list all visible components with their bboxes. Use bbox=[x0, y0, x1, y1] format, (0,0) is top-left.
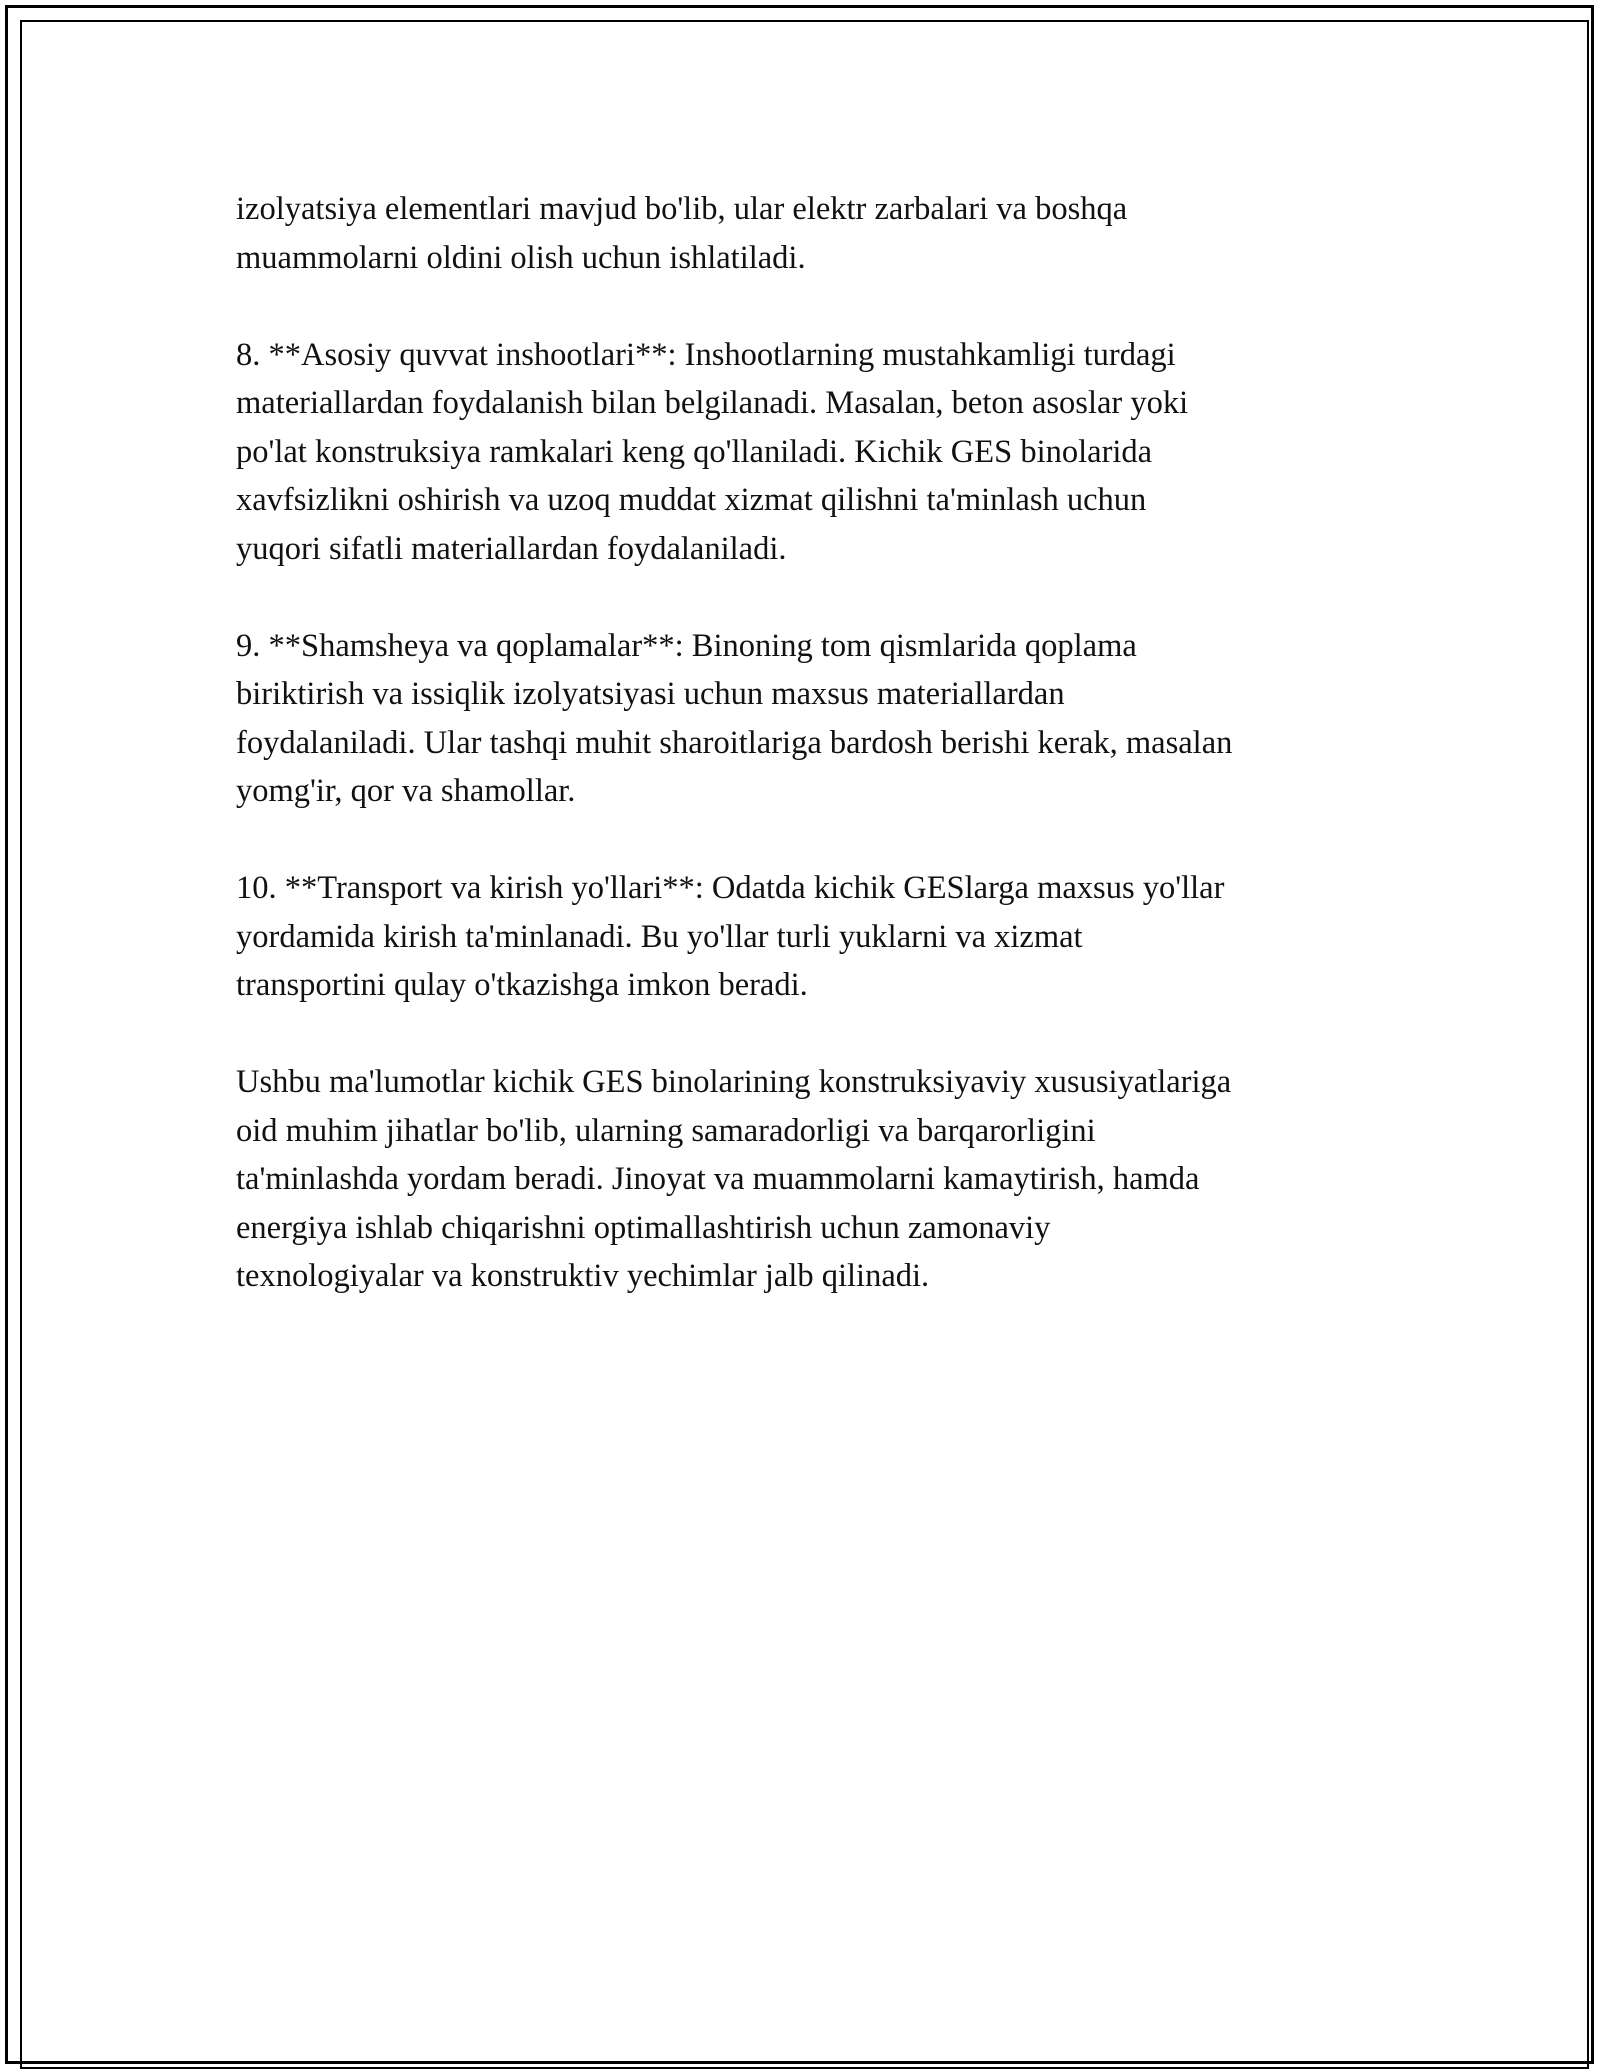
paragraph-conclusion: Ushbu ma'lumotlar kichik GES binolarining konstruksiyaviy xususiyatlariga oid muhim jihatlar bo'lib, ularning samaradorligi va barqarorligini ta'minlashda yordam beradi. Jinoyat va muammolarni kamaytirish, hamda energiya ishlab chiqarishni optimallashtirish uchun zamonaviy texnologiyalar va konstruktiv yechimlar jalb qilinadi. bbox=[236, 1064, 1232, 1294]
document-body bbox=[236, 185, 1366, 1349]
paragraph-item-8: 8. **Asosiy quvvat inshootlari**: Inshootlarning mustahkamligi turdagi materiallardan foydalanish bilan belgilanadi. Masalan, beton asoslar yoki po'lat konstruksiya ramkalari keng qo'llaniladi. Kichik GES binolarida xavfsizlikni oshirish va uzoq muddat xizmat qilishni ta'minlash uchun yuqori sifatli materiallardan foydalaniladi. bbox=[236, 336, 1189, 567]
paragraph-item-9: 9. **Shamsheya va qoplamalar**: Binoning tom qismlarida qoplama biriktirish va issiqlik izolyatsiyasi uchun maxsus materiallardan foydalaniladi. Ular tashqi muhit sharoitlariga bardosh berishi kerak, masalan yomg'ir, qor va shamollar. bbox=[236, 627, 1233, 809]
paragraph-item-10: 10. **Transport va kirish yo'llari**: Odatda kichik GESlarga maxsus yo'llar yordamida kirish ta'minlanadi. Bu yo'llar turli yuklarni va xizmat transportini qulay o'tkazishga imkon beradi. bbox=[236, 870, 1225, 1003]
paragraph-continuation: izolyatsiya elementlari mavjud bo'lib, ular elektr zarbalari va boshqa muammolarni oldini olish uchun ishlatiladi. bbox=[236, 191, 1128, 276]
